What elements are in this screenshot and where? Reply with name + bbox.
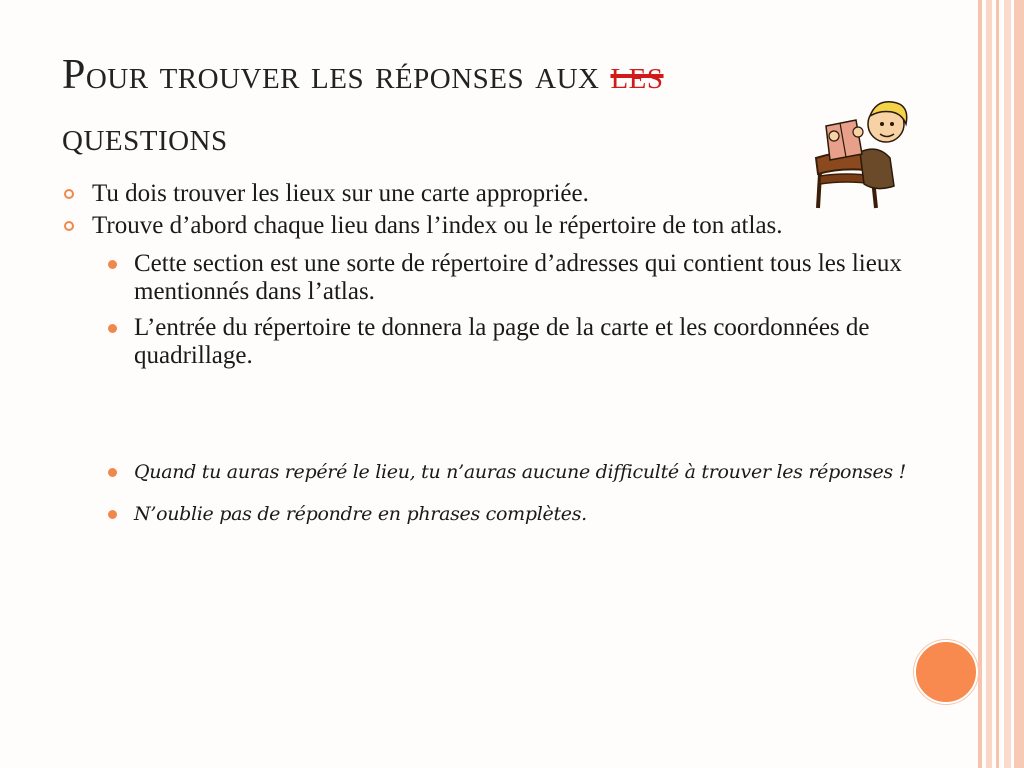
spacer [62, 378, 932, 456]
sub-bullet-text: L’entrée du répertoire te donnera la page de la carte et les coordonnées de quadrillage. [134, 314, 870, 369]
title-main: Pour trouver les réponses aux [62, 52, 600, 98]
sub-bullet-item [62, 250, 932, 306]
decorative-stripe [996, 0, 999, 768]
title-struck-word: les [610, 52, 664, 98]
handwritten-bullet-text: Quand tu auras repéré le lieu, tu n’auras aucune difficulté à trouver les réponses ! [134, 461, 906, 483]
ring-bullet-icon [64, 221, 74, 231]
dot-bullet-icon [108, 260, 117, 269]
bullet-text: Tu dois trouver les lieux sur une carte appropriée. [92, 180, 589, 207]
bullet-text: Trouve d’abord chaque lieu dans l’index ou le répertoire de ton atlas. [92, 212, 783, 239]
handwritten-bullet-item [62, 456, 932, 488]
title-line2: questions [62, 114, 228, 160]
sub-bullet-text: Cette section est une sorte de répertoire d’adresses qui contient tous les lieux mentionnés dans l’atlas. [134, 250, 902, 305]
slide-title [62, 44, 882, 168]
decorative-stripe [1014, 0, 1024, 768]
dot-bullet-icon [108, 510, 117, 519]
handwritten-bullet-item [62, 498, 932, 530]
decorative-stripe [978, 0, 982, 768]
decorative-stripe [1004, 0, 1011, 768]
dot-bullet-icon [108, 468, 117, 477]
sub-bullet-item [62, 314, 932, 370]
bullet-item [62, 212, 932, 240]
decorative-stripe [986, 0, 992, 768]
ring-bullet-icon [64, 189, 74, 199]
dot-bullet-icon [108, 324, 117, 333]
slide-content [62, 180, 932, 540]
orange-circle-decoration [914, 640, 978, 704]
handwritten-bullet-text: N’oublie pas de répondre en phrases complètes. [134, 503, 587, 525]
bullet-item [62, 180, 932, 208]
